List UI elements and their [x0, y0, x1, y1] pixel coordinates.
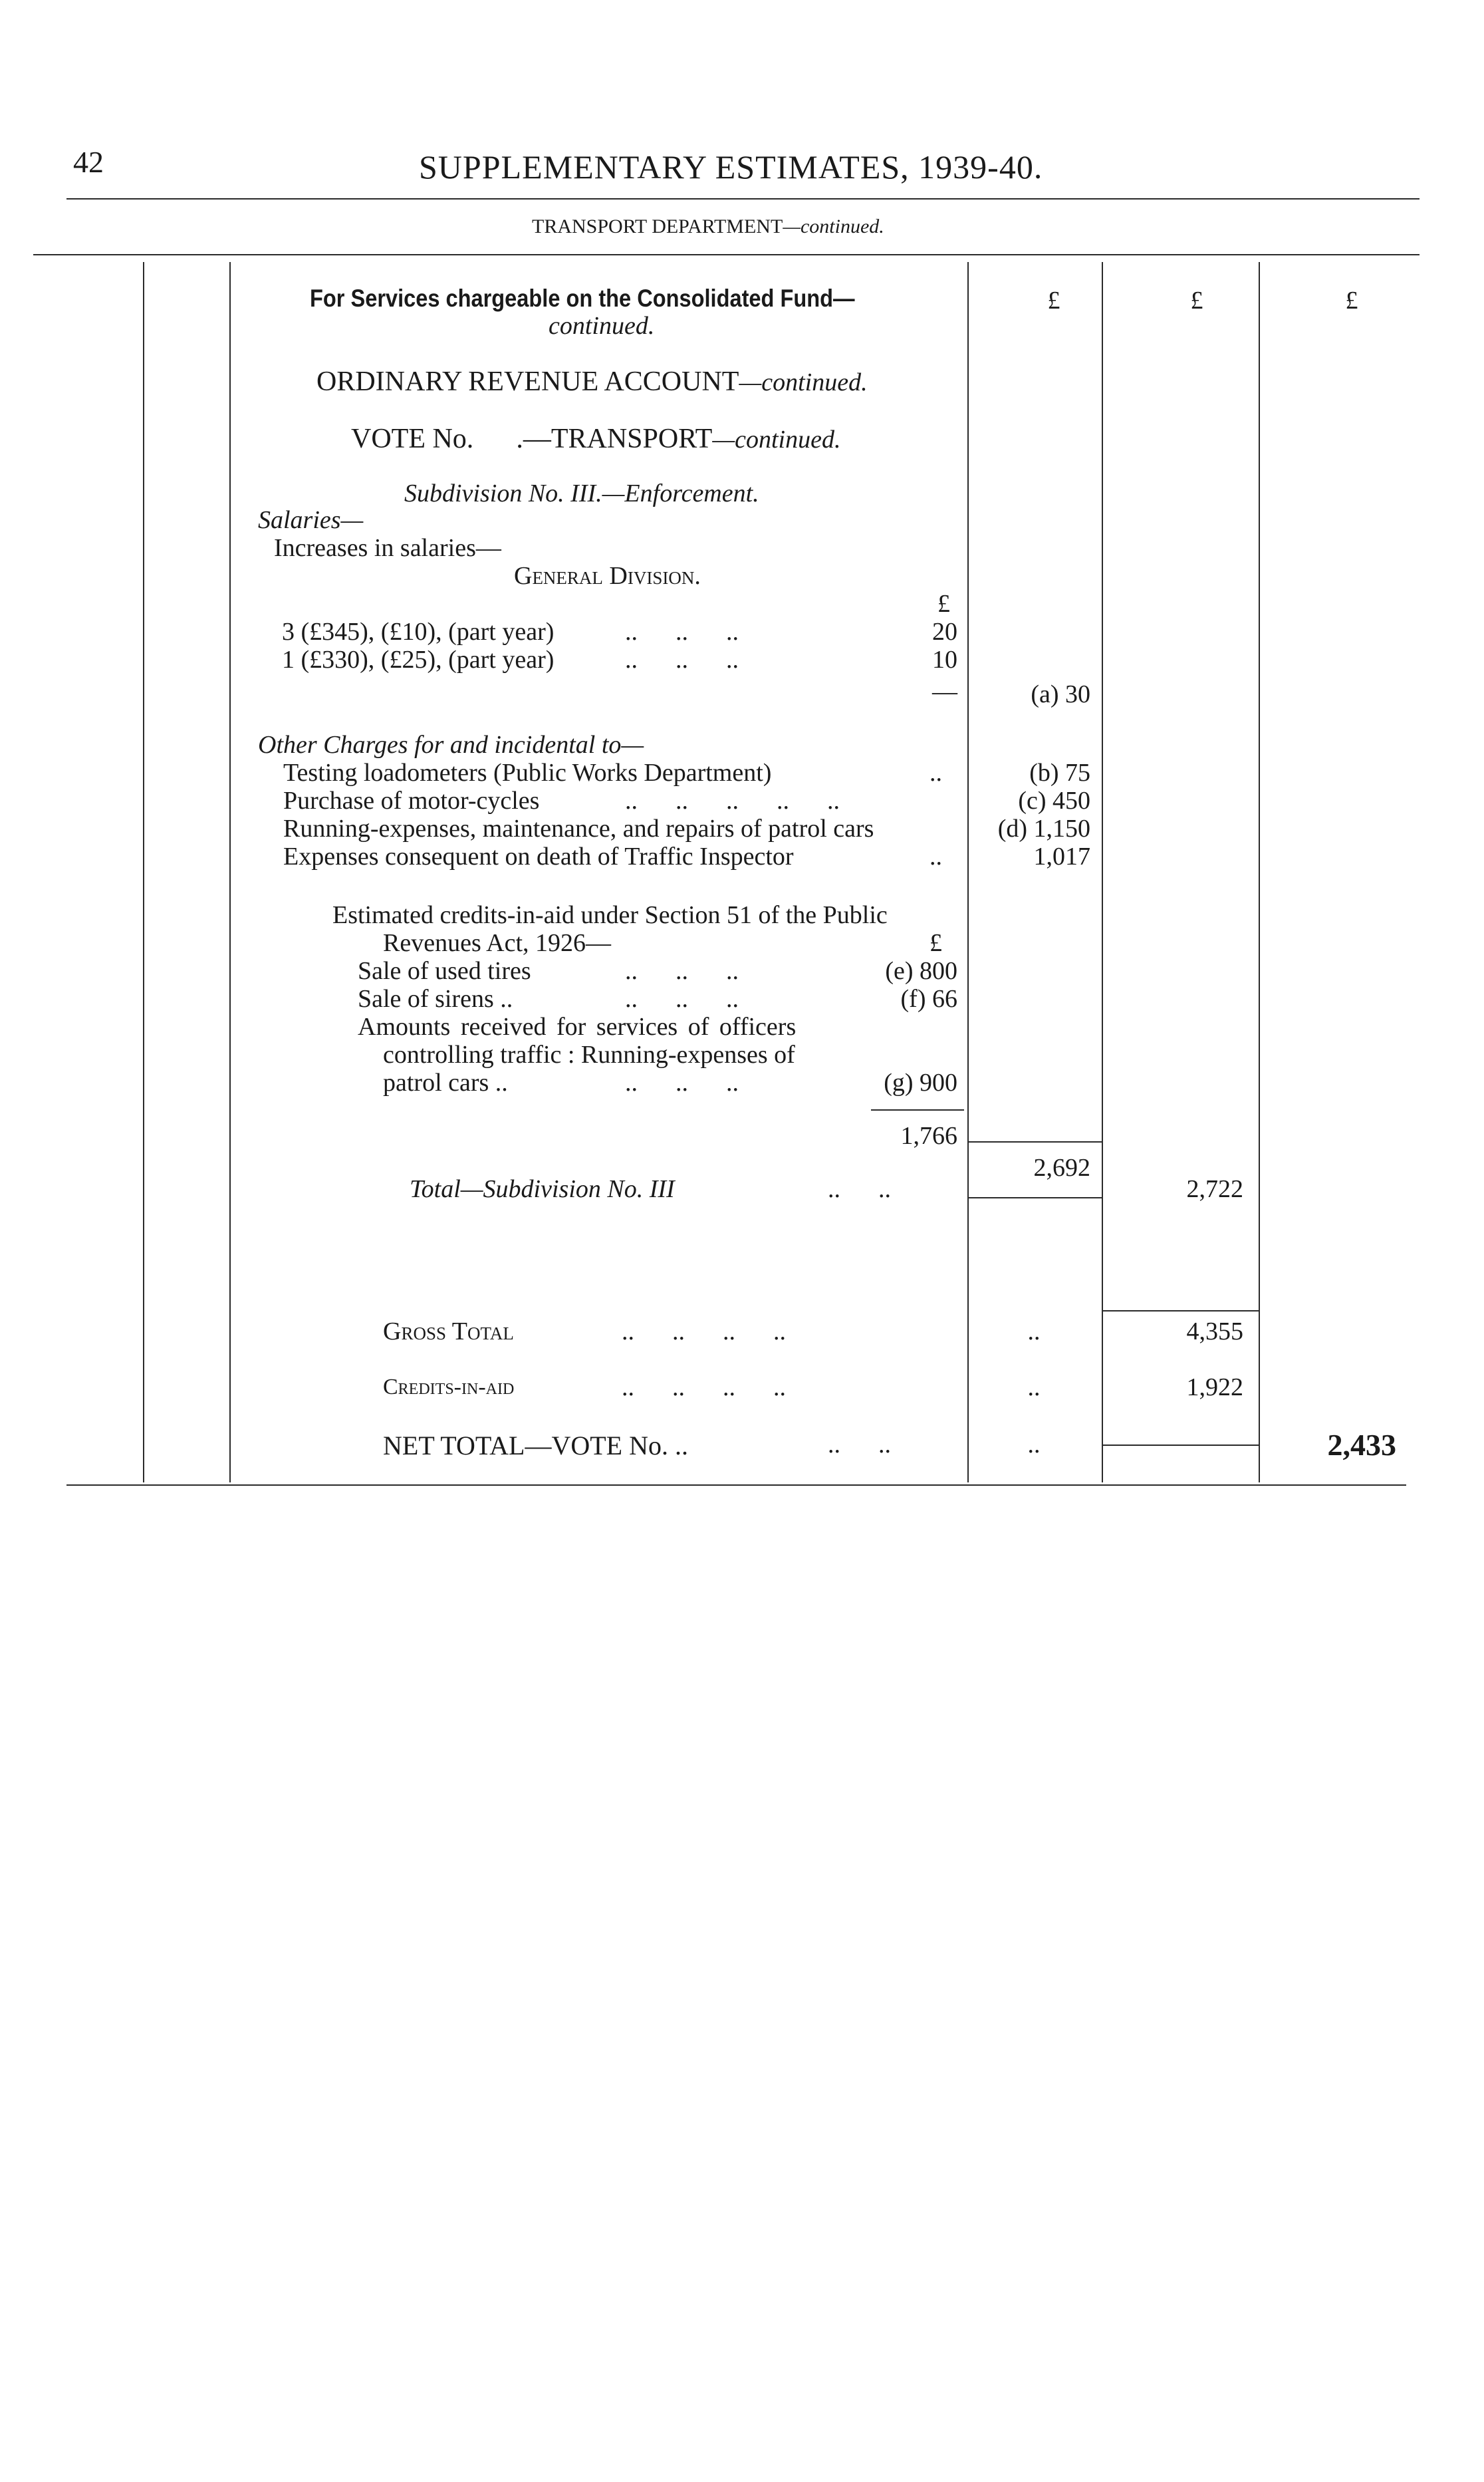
leader-dots: .. .. .. ..: [622, 1317, 786, 1345]
leader-dots: .. .. ..: [625, 646, 739, 674]
col-line-5: [1259, 262, 1260, 1482]
charge-item-desc: Purchase of motor-cycles: [283, 787, 540, 815]
leader-dots: .. ..: [828, 1175, 891, 1203]
leader-dots: .. .. ..: [625, 1069, 739, 1097]
vote-prefix: VOTE No.: [351, 424, 474, 454]
credit-amounts-desc-cont: patrol cars ..: [383, 1069, 508, 1097]
table-top-rule: [33, 254, 1420, 255]
col1-rule: [969, 1141, 1102, 1143]
credit-item-amount: (e) 800: [885, 957, 957, 985]
credits-intro-cont: Revenues Act, 1926—: [383, 929, 612, 957]
net-total-label: NET TOTAL—VOTE No. ..: [383, 1431, 688, 1460]
gross-total-col1: ..: [1027, 1317, 1041, 1345]
leader-dots: .. .. ..: [625, 618, 739, 646]
general-division-label: General Division.: [514, 562, 701, 590]
salaries-label: Salaries—: [258, 506, 364, 534]
col-header-3: £: [1345, 287, 1358, 315]
vote-continued: —continued.: [712, 426, 841, 454]
col-line-2: [229, 262, 231, 1482]
gross-total-value: 4,355: [1186, 1317, 1243, 1345]
other-charges-total: 2,692: [1033, 1154, 1090, 1182]
credits-intro: Estimated credits-in-aid under Section 51 of the Public: [332, 901, 888, 929]
leader-dots: .. .. ..: [625, 985, 739, 1013]
salaries-total: (a) 30: [1031, 680, 1090, 708]
credit-amounts-desc: Amounts received for services of officers: [358, 1013, 797, 1041]
col-header-1: £: [1047, 287, 1060, 315]
leader-dots: ..: [929, 759, 942, 787]
credit-item-desc: Sale of used tires: [358, 957, 531, 985]
net-total-value: 2,433: [1327, 1428, 1396, 1462]
charge-item-desc: Testing loadometers (Public Works Department): [283, 759, 772, 787]
charge-item-amount: (c) 450: [1018, 787, 1090, 815]
account-name: ORDINARY REVENUE ACCOUNT: [316, 366, 739, 397]
credits-unit: £: [929, 929, 942, 957]
credit-item-desc: Sale of sirens ..: [358, 985, 513, 1013]
charge-item-desc: Running-expenses, maintenance, and repairs of patrol cars: [283, 815, 874, 843]
subdivision-total-value: 2,722: [1186, 1175, 1243, 1203]
col-header-2: £: [1190, 287, 1203, 315]
charge-item-amount: (d) 1,150: [997, 815, 1090, 843]
subdivision-total-label: Total—Subdivision No. III: [410, 1175, 675, 1203]
salaries-unit: £: [937, 590, 950, 618]
salary-item-amount: 20: [932, 618, 957, 646]
credit-item-amount: (g) 900: [884, 1069, 957, 1097]
page-number: 42: [73, 145, 104, 179]
salary-item-amount: 10: [932, 646, 957, 674]
vote-heading: [351, 423, 840, 455]
col2-rule: [1103, 1445, 1259, 1446]
credits-in-aid-label: Credits-in-aid: [383, 1375, 515, 1399]
credits-in-aid-value: 1,922: [1186, 1373, 1243, 1401]
account-heading: [316, 366, 868, 398]
charge-item-amount: (b) 75: [1029, 759, 1090, 787]
credits-in-aid-col1: ..: [1027, 1373, 1041, 1401]
account-continued: —continued.: [739, 368, 868, 396]
leader-dots: ..: [929, 843, 942, 871]
credit-item-amount: (f) 66: [900, 985, 957, 1013]
section-heading: For Services chargeable on the Consolidated Fund—: [310, 285, 855, 312]
department-heading: [532, 215, 884, 238]
col-line-4: [1102, 262, 1103, 1482]
header-rule: [66, 198, 1420, 200]
salary-item-desc: 3 (£345), (£10), (part year): [282, 618, 555, 646]
net-total-col1: ..: [1027, 1431, 1041, 1458]
credits-rule: [871, 1109, 964, 1111]
vote-name: .—TRANSPORT: [516, 424, 713, 454]
department-continued: —continued.: [783, 215, 884, 237]
page-title: SUPPLEMENTARY ESTIMATES, 1939-40.: [419, 148, 1043, 186]
col2-rule: [1103, 1310, 1259, 1311]
charge-item-amount: 1,017: [1033, 843, 1090, 871]
gross-total-label: Gross Total: [383, 1317, 514, 1345]
salary-dash: —: [932, 678, 957, 706]
leader-dots: .. .. ..: [625, 957, 739, 985]
salary-item-desc: 1 (£330), (£25), (part year): [282, 646, 555, 674]
table-bottom-rule: [66, 1484, 1406, 1486]
credits-subtotal: 1,766: [900, 1122, 957, 1150]
col-line-3: [967, 262, 969, 1482]
section-heading-continued: continued.: [549, 312, 655, 340]
charge-item-desc: Expenses consequent on death of Traffic Inspector: [283, 843, 794, 871]
col1-rule: [969, 1197, 1102, 1198]
leader-dots: .. .. .. ..: [622, 1373, 786, 1401]
leader-dots: .. ..: [828, 1431, 891, 1458]
col-line-1: [143, 262, 144, 1482]
increases-label: Increases in salaries—: [274, 534, 501, 562]
credit-amounts-desc-cont: controlling traffic : Running-expenses of: [383, 1041, 795, 1069]
department-name: TRANSPORT DEPARTMENT: [532, 215, 783, 237]
subdivision-heading: Subdivision No. III.—Enforcement.: [404, 480, 759, 507]
leader-dots: .. .. .. .. ..: [625, 787, 840, 815]
other-charges-label: Other Charges for and incidental to—: [258, 731, 644, 759]
